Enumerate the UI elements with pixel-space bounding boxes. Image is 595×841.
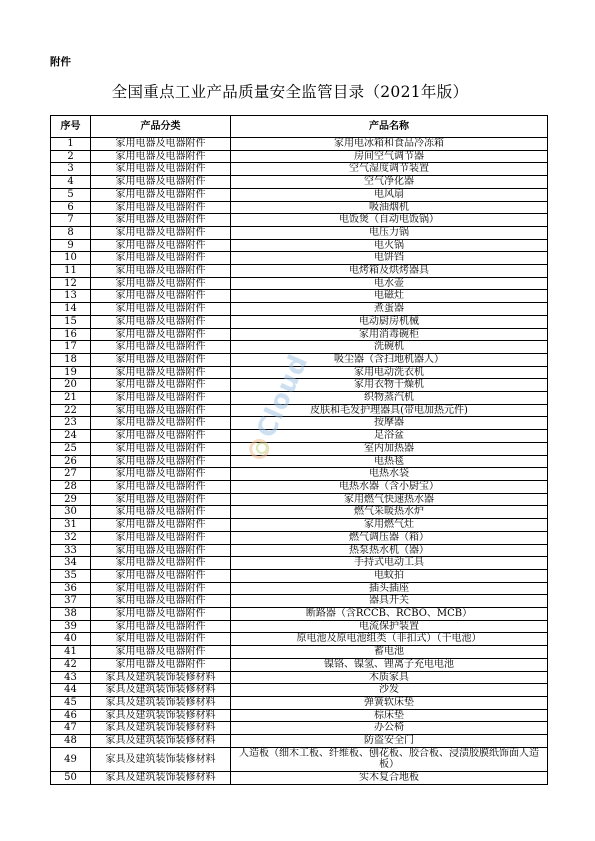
product-name: 电动厨房机械 xyxy=(231,315,548,328)
product-name: 木质家具 xyxy=(231,671,548,684)
row-number: 17 xyxy=(51,341,91,354)
row-number: 8 xyxy=(51,226,91,239)
product-name: 按摩器 xyxy=(231,417,548,430)
table-row xyxy=(51,226,548,239)
product-category: 家用电器及电器附件 xyxy=(91,404,231,417)
product-name: 蓄电池 xyxy=(231,646,548,659)
row-number: 46 xyxy=(51,709,91,722)
product-name: 空气净化器 xyxy=(231,176,548,189)
table-row xyxy=(51,404,548,417)
product-name: 电烤箱及烘烤器具 xyxy=(231,265,548,278)
row-number: 27 xyxy=(51,468,91,481)
product-name: 足浴盆 xyxy=(231,430,548,443)
row-number: 37 xyxy=(51,595,91,608)
row-number: 13 xyxy=(51,290,91,303)
product-category: 家用电器及电器附件 xyxy=(91,480,231,493)
table-row xyxy=(51,620,548,633)
product-name: 人造板（细木工板、纤维板、刨花板、胶合板、浸渍胶膜纸饰面人造板） xyxy=(231,747,548,771)
row-number: 1 xyxy=(51,138,91,151)
table-row xyxy=(51,366,548,379)
row-number: 42 xyxy=(51,658,91,671)
table-row xyxy=(51,252,548,265)
table-row xyxy=(51,265,548,278)
table-row xyxy=(51,582,548,595)
product-name: 镍铬、镍氢、锂离子充电电池 xyxy=(231,658,548,671)
product-name: 棕床垫 xyxy=(231,709,548,722)
table-row xyxy=(51,646,548,659)
table-row xyxy=(51,506,548,519)
product-category: 家用电器及电器附件 xyxy=(91,379,231,392)
table-row xyxy=(51,150,548,163)
product-name: 弹簧软床垫 xyxy=(231,696,548,709)
product-name: 原电池及原电池组类（非扣式）（干电池） xyxy=(231,633,548,646)
row-number: 12 xyxy=(51,277,91,290)
catalog-table xyxy=(50,115,548,785)
product-category: 家用电器及电器附件 xyxy=(91,658,231,671)
product-category: 家用电器及电器附件 xyxy=(91,493,231,506)
product-name: 皮肤和毛发护理器具(带电加热元件) xyxy=(231,404,548,417)
row-number: 21 xyxy=(51,392,91,405)
product-name: 办公椅 xyxy=(231,722,548,735)
product-category: 家用电器及电器附件 xyxy=(91,366,231,379)
product-category: 家用电器及电器附件 xyxy=(91,569,231,582)
row-number: 43 xyxy=(51,671,91,684)
product-name: 电饼铛 xyxy=(231,252,548,265)
row-number: 40 xyxy=(51,633,91,646)
product-name: 电火锅 xyxy=(231,239,548,252)
table-row xyxy=(51,480,548,493)
product-category: 家用电器及电器附件 xyxy=(91,506,231,519)
table-row xyxy=(51,608,548,621)
product-category: 家用电器及电器附件 xyxy=(91,341,231,354)
table-row xyxy=(51,544,548,557)
product-name: 电水壶 xyxy=(231,277,548,290)
product-name: 热泵热水机（器） xyxy=(231,544,548,557)
row-number: 50 xyxy=(51,772,91,785)
table-row xyxy=(51,595,548,608)
row-number: 23 xyxy=(51,417,91,430)
row-number: 28 xyxy=(51,480,91,493)
row-number: 22 xyxy=(51,404,91,417)
column-header-product-name: 产品名称 xyxy=(231,116,548,138)
row-number: 36 xyxy=(51,582,91,595)
product-category: 家用电器及电器附件 xyxy=(91,353,231,366)
product-name: 吸油烟机 xyxy=(231,201,548,214)
table-row xyxy=(51,468,548,481)
product-category: 家用电器及电器附件 xyxy=(91,277,231,290)
table-row xyxy=(51,671,548,684)
product-name: 家用燃气灶 xyxy=(231,519,548,532)
table-row xyxy=(51,214,548,227)
product-category: 家用电器及电器附件 xyxy=(91,163,231,176)
product-name: 器具开关 xyxy=(231,595,548,608)
product-category: 家具及建筑装饰装修材料 xyxy=(91,735,231,748)
table-row xyxy=(51,557,548,570)
row-number: 16 xyxy=(51,328,91,341)
row-number: 33 xyxy=(51,544,91,557)
table-row xyxy=(51,239,548,252)
table-row xyxy=(51,772,548,785)
row-number: 19 xyxy=(51,366,91,379)
product-category: 家用电器及电器附件 xyxy=(91,239,231,252)
product-category: 家用电器及电器附件 xyxy=(91,290,231,303)
row-number: 10 xyxy=(51,252,91,265)
row-number: 11 xyxy=(51,265,91,278)
row-number: 4 xyxy=(51,176,91,189)
column-header-category: 产品分类 xyxy=(91,116,231,138)
product-category: 家具及建筑装饰装修材料 xyxy=(91,671,231,684)
table-row xyxy=(51,455,548,468)
table-row xyxy=(51,379,548,392)
product-name: 织物蒸汽机 xyxy=(231,392,548,405)
product-category: 家用电器及电器附件 xyxy=(91,392,231,405)
product-category: 家具及建筑装饰装修材料 xyxy=(91,684,231,697)
table-row xyxy=(51,493,548,506)
product-name: 煮蛋器 xyxy=(231,303,548,316)
table-row xyxy=(51,696,548,709)
table-row xyxy=(51,392,548,405)
product-name: 家用衣物干燥机 xyxy=(231,379,548,392)
product-category: 家用电器及电器附件 xyxy=(91,303,231,316)
table-row xyxy=(51,188,548,201)
table-row xyxy=(51,633,548,646)
product-category: 家用电器及电器附件 xyxy=(91,544,231,557)
product-category: 家用电器及电器附件 xyxy=(91,138,231,151)
product-name: 家用燃气快速热水器 xyxy=(231,493,548,506)
product-category: 家具及建筑装饰装修材料 xyxy=(91,772,231,785)
product-category: 家用电器及电器附件 xyxy=(91,328,231,341)
table-row xyxy=(51,277,548,290)
row-number: 24 xyxy=(51,430,91,443)
product-name: 实木复合地板 xyxy=(231,772,548,785)
product-name: 吸尘器（含扫地机器人） xyxy=(231,353,548,366)
table-row xyxy=(51,417,548,430)
table-row xyxy=(51,684,548,697)
row-number: 15 xyxy=(51,315,91,328)
page-title: 全国重点工业产品质量安全监管目录（2021年版） xyxy=(111,83,469,101)
product-category: 家用电器及电器附件 xyxy=(91,150,231,163)
table-row xyxy=(51,442,548,455)
row-number: 6 xyxy=(51,201,91,214)
product-category: 家用电器及电器附件 xyxy=(91,252,231,265)
row-number: 2 xyxy=(51,150,91,163)
table-row xyxy=(51,176,548,189)
product-category: 家用电器及电器附件 xyxy=(91,595,231,608)
product-category: 家用电器及电器附件 xyxy=(91,430,231,443)
column-header-index: 序号 xyxy=(51,116,91,138)
product-category: 家用电器及电器附件 xyxy=(91,519,231,532)
row-number: 35 xyxy=(51,569,91,582)
product-name: 家用电动洗衣机 xyxy=(231,366,548,379)
row-number: 26 xyxy=(51,455,91,468)
row-number: 32 xyxy=(51,531,91,544)
product-name: 电磁灶 xyxy=(231,290,548,303)
product-name: 洗碗机 xyxy=(231,341,548,354)
product-category: 家用电器及电器附件 xyxy=(91,633,231,646)
table-header-row xyxy=(51,116,548,138)
row-number: 31 xyxy=(51,519,91,532)
row-number: 30 xyxy=(51,506,91,519)
product-name: 家用电冰箱和食品冷冻箱 xyxy=(231,138,548,151)
product-name: 家用消毒碗柜 xyxy=(231,328,548,341)
product-name: 电压力锅 xyxy=(231,226,548,239)
product-category: 家用电器及电器附件 xyxy=(91,176,231,189)
table-row xyxy=(51,430,548,443)
product-category: 家用电器及电器附件 xyxy=(91,455,231,468)
table-row xyxy=(51,531,548,544)
product-name: 断路器（含RCCB、RCBO、MCB） xyxy=(231,608,548,621)
row-number: 44 xyxy=(51,684,91,697)
row-number: 48 xyxy=(51,735,91,748)
row-number: 5 xyxy=(51,188,91,201)
table-row xyxy=(51,658,548,671)
product-name: 燃气调压器（箱） xyxy=(231,531,548,544)
row-number: 45 xyxy=(51,696,91,709)
table-row xyxy=(51,201,548,214)
table-row xyxy=(51,735,548,748)
row-number: 14 xyxy=(51,303,91,316)
product-name: 电饭煲（自动电饭锅） xyxy=(231,214,548,227)
row-number: 39 xyxy=(51,620,91,633)
product-category: 家具及建筑装饰装修材料 xyxy=(91,709,231,722)
product-name: 沙发 xyxy=(231,684,548,697)
product-category: 家用电器及电器附件 xyxy=(91,226,231,239)
row-number: 9 xyxy=(51,239,91,252)
row-number: 34 xyxy=(51,557,91,570)
product-category: 家用电器及电器附件 xyxy=(91,188,231,201)
row-number: 7 xyxy=(51,214,91,227)
table-row xyxy=(51,747,548,771)
product-category: 家具及建筑装饰装修材料 xyxy=(91,696,231,709)
product-category: 家用电器及电器附件 xyxy=(91,646,231,659)
table-row xyxy=(51,569,548,582)
table-row xyxy=(51,315,548,328)
product-name: 室内加热器 xyxy=(231,442,548,455)
product-name: 空气湿度调节装置 xyxy=(231,163,548,176)
row-number: 20 xyxy=(51,379,91,392)
row-number: 41 xyxy=(51,646,91,659)
table-row xyxy=(51,163,548,176)
table-header xyxy=(51,116,548,138)
product-category: 家用电器及电器附件 xyxy=(91,468,231,481)
product-category: 家用电器及电器附件 xyxy=(91,582,231,595)
product-category: 家具及建筑装饰装修材料 xyxy=(91,722,231,735)
table-row xyxy=(51,341,548,354)
row-number: 47 xyxy=(51,722,91,735)
table-row xyxy=(51,303,548,316)
product-name: 电风扇 xyxy=(231,188,548,201)
product-category: 家用电器及电器附件 xyxy=(91,620,231,633)
attachment-label: 附件 xyxy=(50,56,71,68)
watermark-text: Cloud xyxy=(251,349,315,443)
product-category: 家具及建筑装饰装修材料 xyxy=(91,747,231,771)
row-number: 49 xyxy=(51,747,91,771)
product-category: 家用电器及电器附件 xyxy=(91,265,231,278)
table-row xyxy=(51,290,548,303)
product-name: 电热毯 xyxy=(231,455,548,468)
product-name: 防盗安全门 xyxy=(231,735,548,748)
product-name: 燃气采暖热水炉 xyxy=(231,506,548,519)
row-number: 25 xyxy=(51,442,91,455)
product-name: 电蚊拍 xyxy=(231,569,548,582)
product-name: 房间空气调节器 xyxy=(231,150,548,163)
product-category: 家用电器及电器附件 xyxy=(91,531,231,544)
product-category: 家用电器及电器附件 xyxy=(91,608,231,621)
row-number: 18 xyxy=(51,353,91,366)
table-row xyxy=(51,328,548,341)
product-name: 手持式电动工具 xyxy=(231,557,548,570)
product-category: 家用电器及电器附件 xyxy=(91,315,231,328)
product-name: 插头插座 xyxy=(231,582,548,595)
product-name: 电流保护装置 xyxy=(231,620,548,633)
product-name: 电热水袋 xyxy=(231,468,548,481)
product-category: 家用电器及电器附件 xyxy=(91,201,231,214)
row-number: 3 xyxy=(51,163,91,176)
product-category: 家用电器及电器附件 xyxy=(91,214,231,227)
table-row xyxy=(51,709,548,722)
table-row xyxy=(51,353,548,366)
product-category: 家用电器及电器附件 xyxy=(91,442,231,455)
table-row xyxy=(51,519,548,532)
table-row xyxy=(51,138,548,151)
row-number: 38 xyxy=(51,608,91,621)
product-name: 电热水器（含小厨宝） xyxy=(231,480,548,493)
row-number: 29 xyxy=(51,493,91,506)
table-body xyxy=(51,138,548,785)
product-category: 家用电器及电器附件 xyxy=(91,557,231,570)
product-category: 家用电器及电器附件 xyxy=(91,417,231,430)
table-row xyxy=(51,722,548,735)
